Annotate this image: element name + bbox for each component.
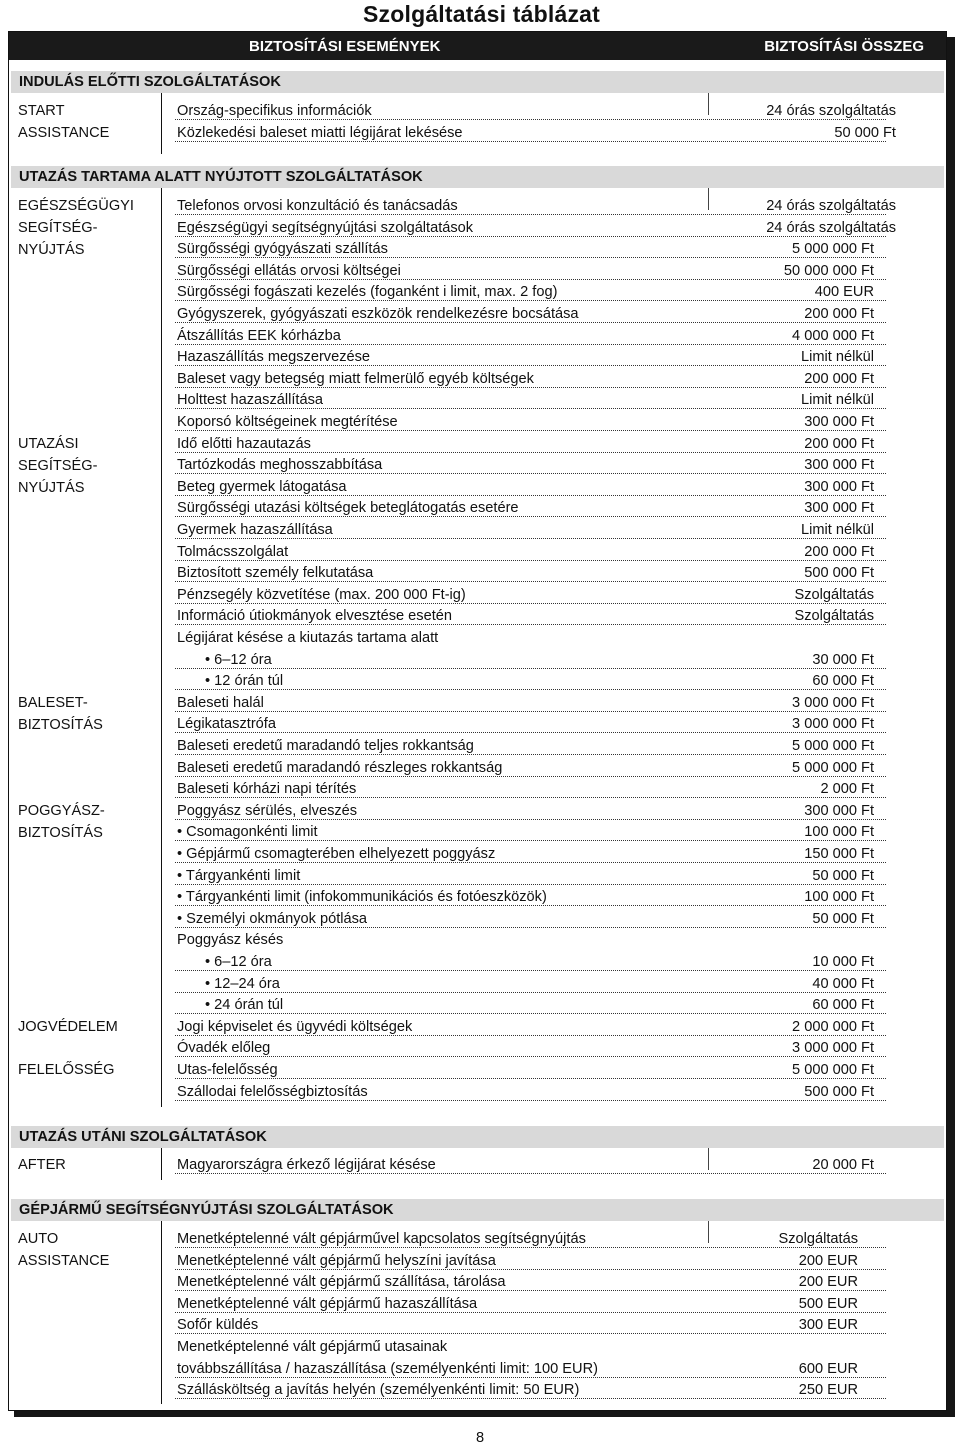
event-label: • 12–24 óra [205, 975, 280, 992]
event-label: Idő előtti hazautazás [177, 435, 311, 452]
category-label: AFTER [18, 1157, 66, 1173]
amount-value: 200 000 Ft [804, 435, 874, 452]
amount-value: 600 EUR [798, 1360, 858, 1377]
table-row [9, 821, 946, 843]
event-label: Gyógyszerek, gyógyászati eszközök rendelkezésre bocsátása [177, 306, 579, 322]
dotted-leader [175, 732, 886, 733]
event-label: Baleseti eredetű maradandó teljes rokkantság [177, 738, 474, 754]
service-table [8, 31, 947, 1411]
table-row [9, 994, 946, 1016]
table-row [9, 281, 946, 303]
table-row [9, 908, 946, 930]
amount-value: Szolgáltatás [794, 608, 874, 625]
amount-value: 200 000 Ft [804, 543, 874, 560]
event-label: Menetképtelenné vált gépjárművel kapcsolatos segítségnyújtás [177, 1231, 586, 1247]
section-header-auto [11, 1199, 944, 1221]
table-row [9, 1016, 946, 1038]
event-label: Ország-specifikus információk [177, 103, 372, 119]
table-row [9, 411, 946, 433]
table-row [9, 605, 946, 627]
event-label: Holttest hazaszállítása [177, 392, 324, 409]
amount-value: 500 000 Ft [804, 1083, 874, 1100]
table-row [9, 649, 946, 671]
dotted-leader [175, 970, 886, 971]
table-row [9, 692, 946, 714]
table-row [9, 1379, 946, 1401]
category-label: EGÉSZSÉGÜGYI SEGÍTSÉG- NYÚJTÁS [18, 198, 134, 258]
event-label: • Személyi okmányok pótlása [177, 910, 368, 927]
table-row [9, 1314, 946, 1336]
event-label: Egészségügyi segítségnyújtási szolgáltatások [177, 219, 474, 236]
table-row [9, 584, 946, 606]
table-row [9, 122, 946, 144]
event-label: Átszállítás EEK kórházba [177, 327, 341, 344]
table-row [9, 454, 946, 476]
amount-value: 50 000 000 Ft [783, 262, 874, 279]
table-row [9, 670, 946, 692]
amount-value: 60 000 Ft [812, 673, 874, 690]
table-row [9, 886, 946, 908]
dotted-leader [175, 1078, 886, 1079]
table-row [9, 1037, 946, 1059]
category-label: BALESET- BIZTOSÍTÁS [18, 694, 103, 733]
amount-value: 4 000 000 Ft [792, 327, 874, 344]
table-row [9, 1081, 946, 1103]
section-title: INDULÁS ELŐTTI SZOLGÁLTATÁSOK [19, 74, 281, 90]
event-label: Koporsó költségeinek megtérítése [177, 414, 398, 430]
event-label: Menetképtelenné vált gépjármű szállítása, tárolása [177, 1274, 506, 1291]
amount-value: Limit nélkül [801, 392, 874, 409]
amount-value: Szolgáltatás [794, 586, 874, 603]
event-label: Közlekedési baleset miatti légijárat lekésése [177, 124, 463, 141]
amount-value: 30 000 Ft [812, 651, 874, 668]
amount-value: 250 EUR [798, 1382, 858, 1399]
amount-value: Limit nélkül [801, 349, 874, 366]
event-label: • Tárgyankénti limit [177, 867, 301, 884]
amount-value: 200 EUR [798, 1274, 858, 1291]
dotted-leader [175, 1333, 886, 1334]
table-row [9, 1154, 946, 1176]
amount-value: 200 EUR [798, 1252, 858, 1269]
event-label: Magyarországra érkező légijárat késése [177, 1157, 436, 1173]
page-number: 8 [475, 1430, 485, 1446]
event-label: Sürgősségi gyógyászati szállítás [177, 241, 388, 258]
section-header-after [11, 1126, 944, 1148]
table-row [9, 325, 946, 347]
event-label: Biztosított személy felkutatása [177, 565, 374, 582]
header-amount: BIZTOSÍTÁSI ÖSSZEG [764, 38, 924, 55]
table-row [9, 1336, 946, 1358]
table-row [9, 497, 946, 519]
table-row [9, 627, 946, 649]
table-row [9, 800, 946, 822]
table-row [9, 865, 946, 887]
table-row [9, 1358, 946, 1380]
event-label: Hazaszállítás megszervezése [177, 349, 371, 366]
event-label: Légijárat késése a kiutazás tartama alatt [177, 630, 439, 646]
event-label: • 24 órán túl [205, 997, 284, 1014]
event-label: Utas-felelősség [177, 1062, 278, 1078]
table-row [9, 389, 946, 411]
category-label: UTAZÁSI SEGÍTSÉG- NYÚJTÁS [18, 435, 98, 496]
header-events: BIZTOSÍTÁSI ESEMÉNYEK [249, 38, 441, 55]
table-row [9, 713, 946, 735]
amount-value: 300 000 Ft [804, 457, 874, 474]
event-label: Tartózkodás meghosszabbítása [177, 457, 383, 474]
event-label: Óvadék előleg [177, 1040, 271, 1057]
amount-value: 3 000 000 Ft [792, 716, 874, 733]
event-label: Baleseti eredetű maradandó részleges rokkantság [177, 759, 503, 776]
event-label: • 6–12 óra [205, 954, 272, 970]
section-header-pre [11, 71, 944, 93]
table-row [9, 1059, 946, 1081]
event-label: • Tárgyankénti limit (infokommunikációs és fotóeszközök) [177, 889, 547, 906]
dotted-leader [175, 668, 886, 669]
table-row [9, 433, 946, 455]
event-label: Poggyász sérülés, elveszés [177, 802, 358, 819]
amount-value: 3 000 000 Ft [792, 694, 874, 711]
table-row [9, 757, 946, 779]
table-row [9, 195, 946, 217]
event-label: Baleseti halál [177, 694, 264, 711]
section-header-during [11, 166, 944, 188]
table-row [9, 519, 946, 541]
table-row [9, 1271, 946, 1293]
event-label: • 6–12 óra [205, 651, 272, 668]
category-label: AUTO ASSISTANCE [18, 1231, 110, 1269]
event-label: Sürgősségi fogászati kezelés (foganként i limit, max. 2 fog) [177, 284, 558, 301]
event-label: Poggyász késés [177, 932, 284, 949]
event-label: • 12 órán túl [205, 673, 284, 690]
amount-value: 40 000 Ft [812, 975, 874, 992]
event-label: Baleseti kórházi napi térítés [177, 781, 357, 798]
table-row [9, 476, 946, 498]
amount-value: 300 000 Ft [804, 500, 874, 517]
event-label: Tolmácsszolgálat [177, 543, 289, 560]
amount-value: 20 000 Ft [812, 1157, 874, 1173]
event-label: Menetképtelenné vált gépjármű helyszíni javítása [177, 1252, 496, 1269]
event-label: Pénzsegély közvetítése (max. 200 000 Ft-ig) [177, 586, 466, 603]
event-label: Szállodai felelősségbiztosítás [177, 1083, 368, 1100]
event-label: Menetképtelenné vált gépjármű utasainak [177, 1339, 448, 1355]
amount-value: 200 000 Ft [804, 306, 874, 322]
dotted-leader [175, 992, 886, 993]
amount-value: 2 000 Ft [820, 781, 874, 798]
table-row [9, 541, 946, 563]
table-row [9, 260, 946, 282]
table-row [9, 929, 946, 951]
table-row [9, 238, 946, 260]
category-label: POGGYÁSZ- BIZTOSÍTÁS [18, 802, 105, 841]
event-label: • Gépjármű csomagterében elhelyezett poggyász [177, 846, 496, 862]
table-row [9, 1250, 946, 1272]
amount-value: 5 000 000 Ft [792, 738, 874, 754]
amount-value: Limit nélkül [801, 522, 874, 538]
event-label: Telefonos orvosi konzultáció és tanácsadás [177, 198, 458, 214]
event-label: Jogi képviselet és ügyvédi költségek [177, 1018, 413, 1035]
event-label: Gyermek hazaszállítása [177, 522, 333, 538]
amount-value: 100 000 Ft [804, 889, 874, 906]
section-title: UTAZÁS UTÁNI SZOLGÁLTATÁSOK [19, 1129, 267, 1145]
table-row [9, 368, 946, 390]
category-label: FELELŐSSÉG [18, 1062, 115, 1078]
table-row [9, 951, 946, 973]
category-label: JOGVÉDELEM [18, 1018, 118, 1035]
table-row [9, 346, 946, 368]
event-label: Sürgősségi utazási költségek beteglátogatás esetére [177, 500, 519, 517]
table-row [9, 1293, 946, 1315]
event-label: Sürgősségi ellátás orvosi költségei [177, 262, 401, 279]
table-row [9, 973, 946, 995]
event-label: Szállásköltség a javítás helyén (személyenkénti limit: 50 EUR) [177, 1382, 580, 1399]
event-label: Információ útiokmányok elvesztése esetén [177, 608, 452, 625]
table-row [9, 843, 946, 865]
table-row [9, 303, 946, 325]
amount-value: 50 000 Ft [834, 124, 896, 141]
table-row [9, 778, 946, 800]
event-label: Beteg gyermek látogatása [177, 478, 347, 495]
amount-value: 2 000 000 Ft [792, 1018, 874, 1035]
amount-value: 50 000 Ft [812, 910, 874, 927]
event-label: Menetképtelenné vált gépjármű hazaszállítása [177, 1295, 478, 1312]
table-row [9, 562, 946, 584]
amount-value: 10 000 Ft [812, 954, 874, 970]
amount-value: 300 000 Ft [804, 478, 874, 495]
amount-value: 400 EUR [814, 284, 874, 301]
amount-value: 50 000 Ft [812, 867, 874, 884]
table-header [9, 32, 946, 60]
amount-value: 300 000 Ft [804, 414, 874, 430]
section-title: GÉPJÁRMŰ SEGÍTSÉGNYÚJTÁSI SZOLGÁLTATÁSOK [19, 1202, 394, 1218]
event-label: Légikatasztrófa [177, 716, 276, 733]
event-label: továbbszállítása / hazaszállítása (személyenkénti limit: 100 EUR) [177, 1360, 598, 1377]
dotted-leader [175, 711, 886, 712]
section-title: UTAZÁS TARTAMA ALATT NYÚJTOTT SZOLGÁLTATÁSOK [19, 169, 423, 185]
table-row [9, 735, 946, 757]
table-row [9, 1228, 946, 1250]
dotted-leader [175, 1056, 886, 1057]
amount-value: 24 órás szolgáltatás [766, 219, 896, 236]
event-label: • Csomagonkénti limit [177, 824, 318, 841]
amount-value: 60 000 Ft [812, 997, 874, 1014]
amount-value: 300 EUR [798, 1317, 858, 1334]
amount-value: 5 000 000 Ft [792, 759, 874, 776]
event-label: Baleset vagy betegség miatt felmerülő egyéb költségek [177, 370, 534, 387]
amount-value: 5 000 000 Ft [792, 241, 874, 258]
page-title: Szolgáltatási táblázat [362, 1, 601, 27]
amount-value: 500 EUR [798, 1295, 858, 1312]
category-label: START ASSISTANCE [18, 103, 110, 141]
table-row [9, 100, 946, 122]
amount-value: 100 000 Ft [804, 824, 874, 841]
amount-value: 300 000 Ft [804, 802, 874, 819]
table-row [9, 217, 946, 239]
amount-value: 24 órás szolgáltatás [766, 103, 896, 119]
amount-value: 5 000 000 Ft [792, 1062, 874, 1078]
amount-value: 200 000 Ft [804, 370, 874, 387]
amount-value: 500 000 Ft [804, 565, 874, 582]
amount-value: Szolgáltatás [778, 1231, 858, 1247]
amount-value: 3 000 000 Ft [792, 1040, 874, 1057]
amount-value: 150 000 Ft [804, 846, 874, 862]
event-label: Sofőr küldés [177, 1317, 259, 1334]
amount-value: 24 órás szolgáltatás [766, 198, 896, 214]
